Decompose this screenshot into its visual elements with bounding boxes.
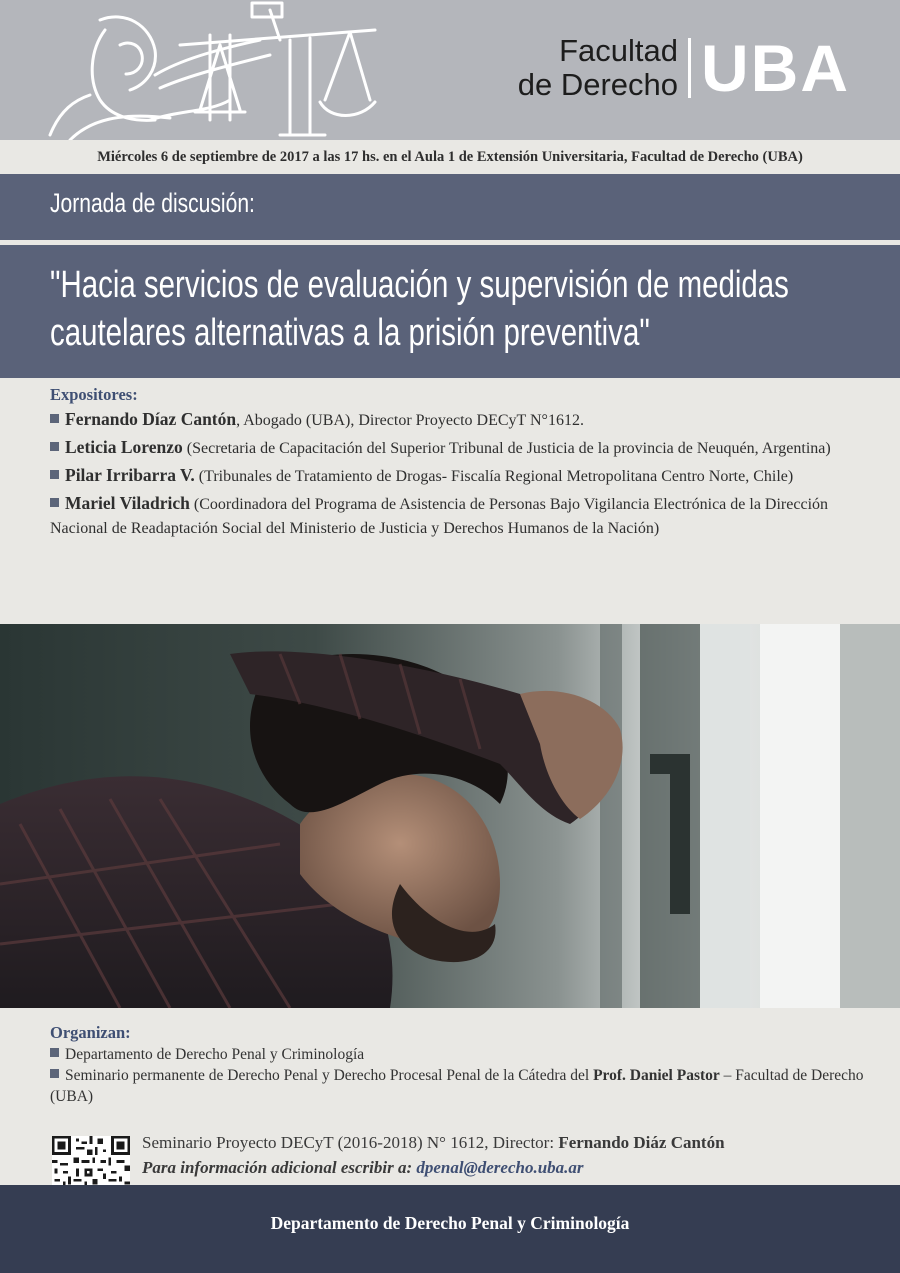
- event-kind: Jornada de discusión:: [50, 188, 255, 218]
- speakers-label: Expositores:: [50, 385, 138, 404]
- faculty-name-line1: Facultad: [559, 33, 678, 68]
- organizer-item: [50, 1044, 865, 1065]
- speaker-item: [50, 407, 855, 433]
- speaker-item: [50, 435, 855, 461]
- footer-department: Departamento de Derecho Penal y Criminología: [270, 1213, 630, 1233]
- speaker-detail: (Coordinadora del Programa de Asistencia de Personas Bajo Vigilancia Electrónica de la Dirección Nacional de Readaptación Social del Ministerio de Justicia y Derechos Humanos de la Nación): [50, 496, 829, 537]
- header-banner: [0, 0, 900, 140]
- man-at-window-photo: [0, 624, 900, 1008]
- bullet-square-icon: [50, 498, 59, 507]
- photo-illustration: [0, 624, 900, 1008]
- event-title: "Hacia servicios de evaluación y supervisión de medidas cautelares alternativas a la prisión preventiva": [50, 264, 789, 354]
- organizer-seminar: Seminario permanente de Derecho Penal y Derecho Procesal Penal de la Cátedra del: [65, 1067, 594, 1084]
- event-dateline: Miércoles 6 de septiembre de 2017 a las 17 hs. en el Aula 1 de Extensión Universitaria, Facultad de Derecho (UBA): [0, 140, 900, 174]
- organizer-professor: Prof. Daniel Pastor: [593, 1067, 720, 1084]
- project-info: [142, 1130, 872, 1180]
- project-director: Fernando Diáz Cantón: [558, 1133, 725, 1152]
- bullet-square-icon: [50, 1048, 59, 1057]
- faculty-name-line2: de Derecho: [517, 67, 678, 102]
- organizers-section: [50, 1022, 865, 1107]
- contact-prompt: Para información adicional escribir a:: [142, 1158, 417, 1177]
- faculty-logo: [518, 18, 850, 118]
- bullet-square-icon: [50, 1069, 59, 1078]
- project-description: Seminario Proyecto DECyT (2016-2018) N° 1612, Director:: [142, 1133, 559, 1152]
- event-title-band: [0, 245, 900, 378]
- speaker-detail: , Abogado (UBA), Director Proyecto DECyT N°1612.: [236, 412, 584, 429]
- speaker-name: Fernando Díaz Cantón: [65, 409, 237, 429]
- speakers-section: [50, 385, 855, 543]
- contact-email-link[interactable]: dpenal@derecho.uba.ar: [416, 1158, 584, 1177]
- project-line: [142, 1130, 872, 1155]
- bullet-square-icon: [50, 442, 59, 451]
- faculty-name: [518, 34, 678, 102]
- speaker-detail: (Secretaria de Capacitación del Superior Tribunal de Justicia de la provincia de Neuquén, Argentina): [182, 440, 831, 457]
- event-kind-band: [0, 174, 900, 240]
- speaker-name: Pilar Irribarra V.: [65, 465, 195, 485]
- speaker-item: [50, 463, 855, 489]
- organizer-item: [50, 1065, 865, 1107]
- justice-scales-illustration: [30, 0, 390, 140]
- speaker-name: Mariel Viladrich: [65, 493, 190, 513]
- footer-band: [0, 1185, 900, 1273]
- contact-line: [142, 1155, 872, 1180]
- organizer-department: Departamento de Derecho Penal y Criminología: [65, 1046, 365, 1063]
- organizers-label: Organizan:: [50, 1023, 131, 1042]
- bullet-square-icon: [50, 470, 59, 479]
- bullet-square-icon: [50, 414, 59, 423]
- organizer-faculty: – Facultad de Derecho (UBA): [50, 1067, 864, 1105]
- speaker-item: [50, 491, 855, 541]
- university-acronym: UBA: [701, 31, 850, 105]
- speaker-name: Leticia Lorenzo: [65, 437, 183, 457]
- logo-divider: [688, 38, 691, 98]
- speaker-detail: (Tribunales de Tratamiento de Drogas- Fiscalía Regional Metropolitana Centro Norte, Chile): [194, 468, 794, 485]
